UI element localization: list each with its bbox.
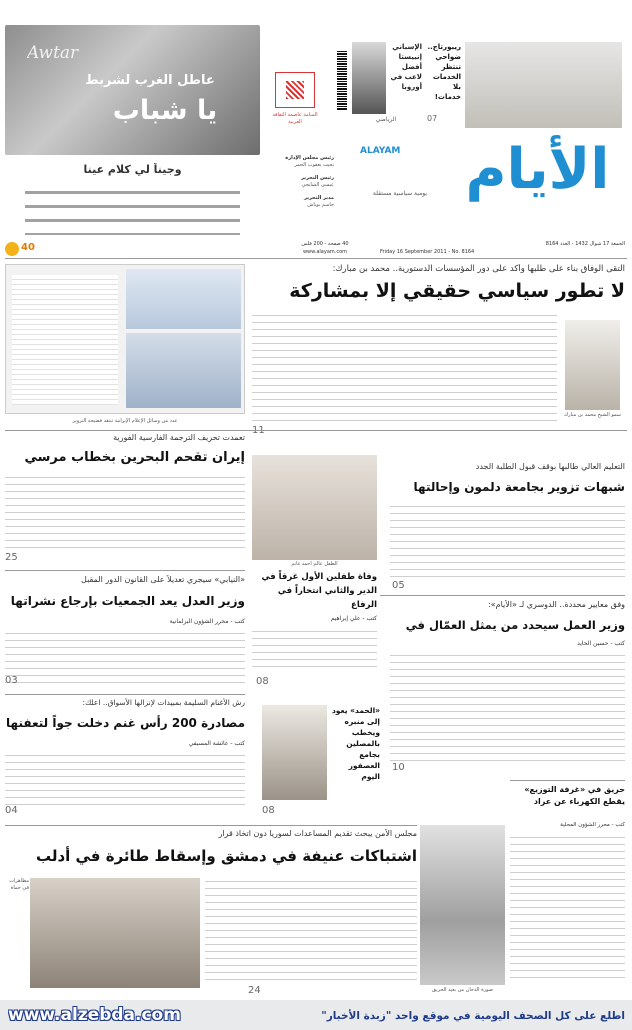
child-page: 08: [256, 676, 269, 687]
ad-brand: Awtar: [27, 43, 79, 63]
staff-entry: [262, 195, 334, 209]
promo-sport-section: الرياضي: [375, 116, 397, 123]
child-caption: الطفل عالم أحمد غانم: [291, 561, 338, 567]
masthead-brand-latin: ALAYAM: [360, 146, 401, 156]
justice-byline: كتب - محرر الشؤون البرلمانية: [169, 618, 245, 625]
footer-slogan: اطلع على كل الصحف اليومية في موقع واحد "زبدة الأخبار": [321, 1010, 625, 1022]
ad-image: [5, 25, 260, 155]
barcode: [337, 50, 347, 110]
staff-role: رئيس مجلس الإدارة: [285, 155, 334, 161]
ad-slogan-top: عاطل الغرب لشربط: [85, 73, 215, 88]
syria-page: 24: [248, 985, 261, 996]
labor-body: [390, 652, 625, 762]
sheep-kicker: رش الأغنام السليمة بمبيدات لإنزالها الأسواق.. اعلك:: [82, 698, 245, 707]
hamad-photo: [262, 705, 327, 800]
justice-page: 03: [5, 675, 18, 686]
hamad-quote: «الحمد» يعود إلى منبره ويخطب بالمصلين بجامع العصفور اليوم: [331, 706, 380, 781]
footer-site[interactable]: www.alzebda.com: [8, 1005, 181, 1025]
syria-photo: [30, 878, 200, 988]
page-count-badge: [5, 240, 45, 258]
lead-page: [252, 425, 272, 437]
ad-slogan-big: يا شباب: [112, 95, 218, 126]
syria-body: [205, 878, 417, 983]
side-screenshot-top: [126, 269, 241, 329]
labor-headline: وزير العمل سيحدد من يمثل العمّال في: [405, 618, 625, 632]
promo-sport-photo: [352, 42, 386, 114]
child-byline: كتب - علي إبراهيم: [330, 615, 377, 622]
promo-sport-headline: الإسباني إنييستا أفضل لاعب في أوروبا: [390, 43, 422, 91]
staff-entry: [262, 175, 334, 189]
promo-sport[interactable]: [350, 42, 422, 128]
iran-kicker: تعمدت تحريف الترجمة الفارسية الفورية: [113, 433, 245, 442]
child-headline: وفاة طفلين الأول غرقاً في الدير والثاني انتحاراً في الرفاع: [261, 572, 377, 610]
price: 40 صفحة - 200 فلس: [301, 241, 349, 247]
fire-headline: حريق في «غرفة التوزيع» يقطع الكهرباء عن عراد: [524, 785, 625, 806]
side-photo-caption: عدد من وسائل الإعلام الإيرانية تنتقد فضيحة التزوير: [72, 418, 178, 424]
date-english: Friday 16 September 2011 - No. 8164: [380, 249, 475, 255]
labor-kicker: وفق معايير محددة.. الدوسري لـ «الأيام»:: [488, 600, 625, 609]
ad-lines: [25, 185, 240, 235]
side-screenshot-mid: [126, 333, 241, 408]
syria-photo-caption: مظاهرات في حماة: [9, 878, 29, 891]
side-screenshot-left: [12, 275, 118, 405]
lead-headline: لا تطور سياسي حقيقي إلا بمشاركة: [289, 280, 625, 302]
iran-headline: إيران تقحم البحرين بخطاب مرسي: [24, 450, 245, 465]
staff-name: عيسى الشايجي: [301, 182, 334, 188]
iran-body: [5, 474, 245, 549]
staff-role: رئيس التحرير: [301, 175, 334, 181]
ad-banner[interactable]: [5, 25, 260, 255]
lead-kicker: التقى الوفاق بناء على طلبها وأكد على دور المؤسسات الدستورية.. محمد بن مبارك:: [332, 264, 625, 274]
sheep-byline: كتب - عائشة المسيفي: [188, 740, 245, 747]
syria-headline: اشتباكات عنيفة في دمشق وإسقاط طائرة في أدلب: [35, 847, 417, 865]
staff-entry: [262, 155, 334, 169]
staff-role: مدير التحرير: [303, 195, 334, 201]
syria-kicker: مجلس الأمن يبحث تقديم المساعدات لسوريا دون اتخاذ قرار: [218, 829, 417, 838]
child-body: [252, 628, 377, 673]
students-headline: شبهات تزوير بجامعة دلمون وإحالتها: [413, 480, 625, 494]
masthead-brand-arabic: الأيام: [465, 137, 610, 202]
culture-logo: [270, 60, 320, 140]
iran-page: 25: [5, 552, 18, 563]
sheep-page: 04: [5, 805, 18, 816]
date-arabic: الجمعة 17 شوال 1432 - العدد 8164: [545, 241, 625, 247]
justice-kicker: «النيابي» سيجري تعديلاً على القانون الدور المقبل: [81, 575, 245, 584]
website: www.alayam.com: [302, 249, 348, 255]
lead-photo-caption: سمو الشيخ محمد بن مبارك: [564, 412, 621, 418]
hamad-page: 08: [262, 805, 275, 816]
sheep-headline: مصادرة 200 رأس غنم دخلت جواً لتعفنها: [6, 716, 245, 730]
page-count-text: 40: [21, 242, 35, 253]
footer-banner[interactable]: [0, 1000, 632, 1030]
child-photo: [252, 455, 377, 560]
staff-box: [262, 155, 334, 255]
promo-report-photo: [465, 42, 622, 128]
fire-byline: كتب - محرر الشؤون المحلية: [560, 822, 625, 828]
justice-headline: وزير العدل يعد الجمعيات بإرجاع نشراتها: [10, 594, 245, 608]
masthead-tagline: يومية سياسية مستقلة: [372, 190, 428, 197]
students-kicker: التعليم العالي طالبها بوقف قبول الطلبة الجدد: [475, 462, 625, 471]
staff-name: جاسم بوناش: [307, 202, 334, 208]
fire-body: [510, 834, 625, 984]
ad-slogan-sub: وجيناً لي كلام عينا: [83, 163, 182, 176]
sheep-body: [5, 752, 245, 807]
labor-page: 10: [392, 762, 405, 773]
students-body: [390, 503, 625, 583]
masthead: [340, 130, 627, 245]
labor-byline: كتب - حسين الحايد: [577, 640, 625, 647]
culture-logo-text: المنامة عاصمة الثقافة العربية: [272, 112, 318, 125]
culture-logo-mark: [275, 72, 315, 108]
lead-photo: [565, 320, 620, 410]
lead-body: [252, 312, 557, 422]
fire-photo-caption: صورة الدخان من بعيد الحريق: [432, 987, 493, 993]
staff-name: نجيب يعقوب الحمر: [294, 162, 334, 168]
justice-body: [5, 630, 245, 685]
fire-photo: [420, 825, 505, 985]
students-page: 05: [392, 580, 405, 591]
promo-report-headline: ريبورتاج.. ضواحي تنتظر الخدمات بلا خدمات!: [427, 43, 461, 101]
side-screenshot: [5, 264, 245, 414]
promo-report-page: 07: [427, 114, 438, 123]
